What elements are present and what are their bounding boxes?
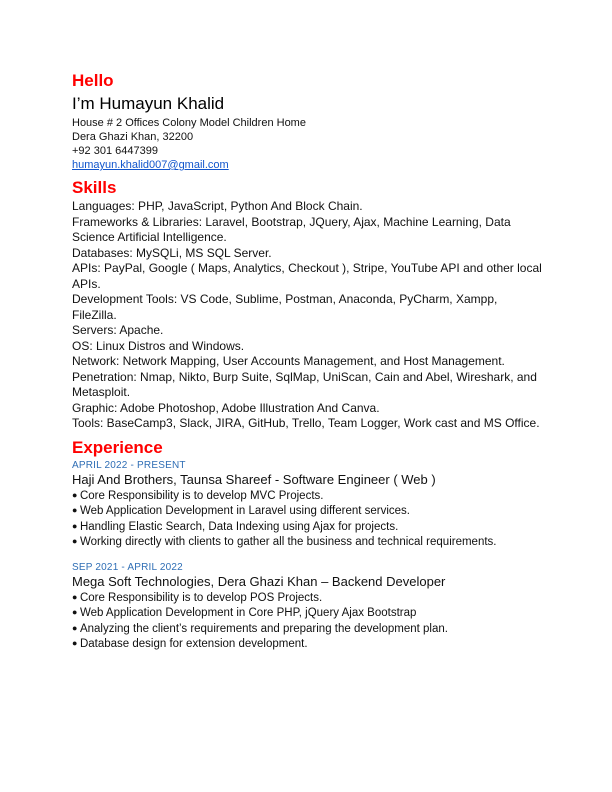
job-bullets	[72, 488, 544, 550]
job-dates: SEP 2021 - APRIL 2022	[72, 561, 183, 573]
contact-block	[72, 116, 544, 172]
greeting-heading: Hello	[72, 71, 114, 90]
job-bullet: ● Analyzing the client’s requirements and preparing the development plan.	[72, 621, 544, 637]
skill-item: Servers: Apache.	[72, 323, 164, 337]
job-bullet: ● Database design for extension development.	[72, 636, 544, 652]
job-bullet: ● Core Responsibility is to develop MVC Projects.	[72, 488, 544, 504]
skill-item: Databases: MySQLi, MS SQL Server.	[72, 245, 272, 260]
job-entry	[72, 561, 544, 652]
skill-item: Network: Network Mapping, User Accounts Management, and Host Management.	[72, 354, 505, 368]
skill-item: Frameworks & Libraries: Laravel, Bootstrap, JQuery, Ajax, Machine Learning, Data Science Artificial Intelligence.	[72, 214, 511, 244]
skills-list	[72, 199, 544, 432]
job-bullet: ● Working directly with clients to gather all the business and technical requirements.	[72, 534, 544, 550]
skill-item: Penetration: Nmap, Nikto, Burp Suite, SqlMap, UniScan, Cain and Abel, Wireshark, and Metasploit.	[72, 369, 537, 399]
skill-item: Languages: PHP, JavaScript, Python And Block Chain.	[72, 199, 363, 213]
skill-item: Development Tools: VS Code, Sublime, Postman, Anaconda, PyCharm, Xampp, FileZilla.	[72, 292, 498, 322]
experience-heading: Experience	[72, 437, 163, 457]
job-entry	[72, 459, 544, 550]
job-dates: APRIL 2022 - PRESENT	[72, 459, 186, 471]
skill-item: OS: Linux Distros and Windows.	[72, 338, 245, 353]
skill-item: Tools: BaseCamp3, Slack, JIRA, GitHub, Trello, Team Logger, Work cast and MS Office.	[72, 416, 540, 430]
job-role: Haji And Brothers, Taunsa Shareef - Software Engineer ( Web )	[72, 471, 436, 487]
skills-heading: Skills	[72, 178, 117, 197]
job-bullets	[72, 590, 544, 652]
resume-page	[72, 70, 544, 652]
candidate-name: I’m Humayun Khalid	[72, 94, 225, 113]
job-bullet: ● Handling Elastic Search, Data Indexing using Ajax for projects.	[72, 519, 544, 535]
job-role: Mega Soft Technologies, Dera Ghazi Khan – Backend Developer	[72, 573, 446, 589]
phone-number: +92 301 6447399	[72, 145, 158, 157]
skill-item: APIs: PayPal, Google ( Maps, Analytics, Checkout ), Stripe, YouTube API and other local APIs.	[72, 261, 542, 291]
job-bullet: ● Web Application Development in Core PHP, jQuery Ajax Bootstrap	[72, 605, 544, 621]
address-line-1: House # 2 Offices Colony Model Children Home	[72, 117, 306, 129]
job-bullet: ● Core Responsibility is to develop POS Projects.	[72, 590, 544, 606]
address-line-2: Dera Ghazi Khan, 32200	[72, 131, 194, 143]
skill-item: Graphic: Adobe Photoshop, Adobe Illustration And Canva.	[72, 400, 380, 415]
email-link[interactable]: humayun.khalid007@gmail.com	[72, 159, 229, 171]
job-bullet: ● Web Application Development in Laravel using different services.	[72, 503, 544, 519]
